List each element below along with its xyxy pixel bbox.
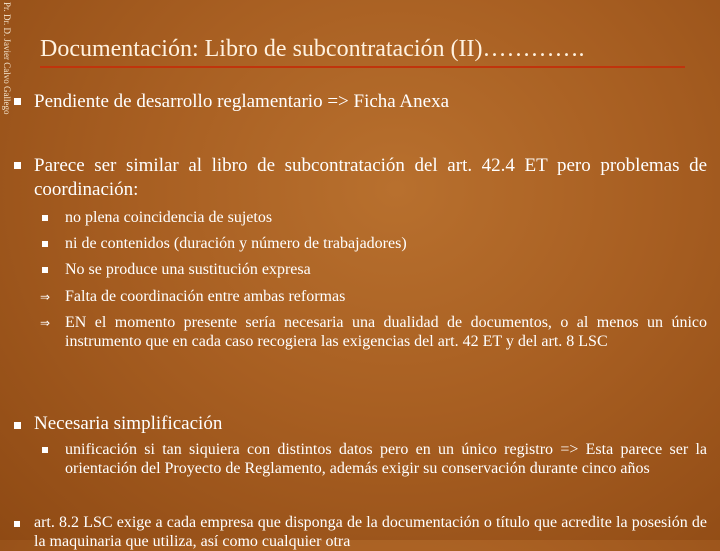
slide-title: Documentación: Libro de subcontratación (II)………….	[40, 36, 585, 62]
sub-bullet-dualidad: EN el momento presente sería necesaria una dualidad de documentos, o al menos un único instrumento que en cada caso recogiera las exigencias del art. 42 ET y del art. 8 LSC	[65, 314, 707, 350]
sub-bullet-sustitucion: No se produce una sustitución expresa	[65, 261, 311, 278]
sub-bullet-falta: Falta de coordinación entre ambas reformas	[65, 288, 346, 305]
square-bullet-icon	[42, 241, 48, 247]
square-bullet-icon	[42, 215, 48, 221]
square-bullet-icon	[14, 98, 21, 105]
sub-bullet-sujetos: no plena coincidencia de sujetos	[65, 209, 273, 226]
bullet-simplificacion: Necesaria simplificación	[34, 413, 223, 434]
sub-bullet-contenidos: ni de contenidos (duración y número de trabajadores)	[65, 235, 407, 252]
title-underline	[40, 66, 685, 68]
author-credit: Pr. Dr. D. Javier Calvo Gallego	[2, 2, 12, 115]
bullet-art-8-2: art. 8.2 LSC exige a cada empresa que disponga de la documentación o título que acredite la posesión de la maquinaria que utiliza, así como cualquier otra	[34, 514, 707, 550]
bullet-pendiente: Pendiente de desarrollo reglamentario => Ficha Anexa	[34, 91, 450, 112]
double-arrow-icon: ⇒	[40, 316, 51, 330]
square-bullet-icon	[42, 267, 48, 273]
square-bullet-icon	[42, 447, 48, 453]
square-bullet-icon	[14, 422, 21, 429]
square-bullet-icon	[14, 162, 21, 169]
double-arrow-icon: ⇒	[40, 290, 51, 304]
bullet-parece: Parece ser similar al libro de subcontratación del art. 42.4 ET pero problemas de coordinación:	[34, 155, 707, 200]
square-bullet-icon	[14, 521, 20, 527]
sub-bullet-unificacion: unificación si tan siquiera con distintos datos pero en un único registro => Esta parece ser la orientación del Proyecto de Reglamento, además exigir su conservación durante cinco años	[65, 441, 707, 477]
